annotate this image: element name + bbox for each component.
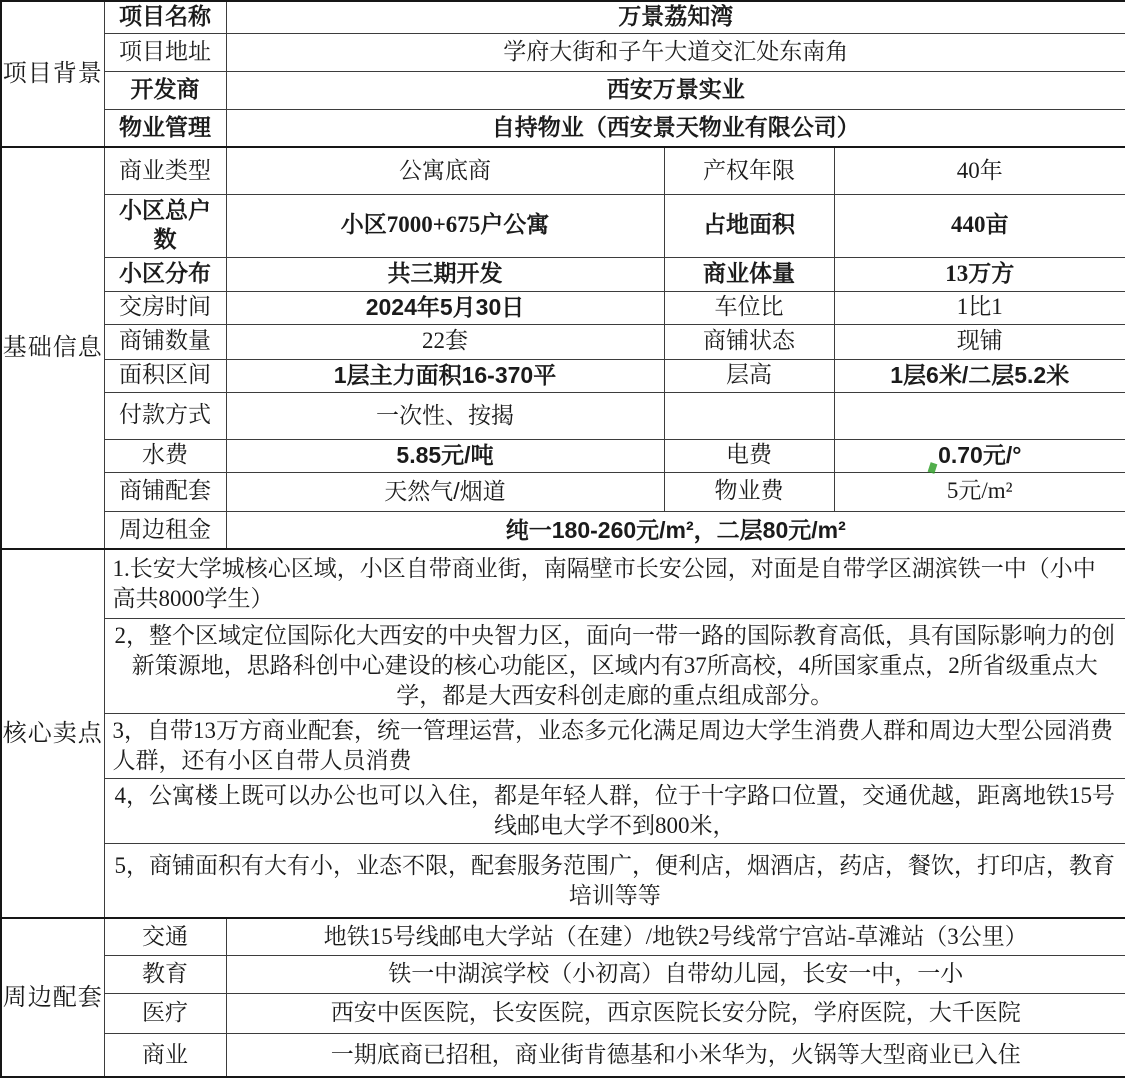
field-label: 交通 — [104, 918, 226, 955]
field-value: 1层主力面积16-370平 — [226, 359, 664, 392]
empty-cell — [664, 392, 834, 439]
field-label: 占地面积 — [664, 194, 834, 257]
section-label-basic-info: 基础信息 — [1, 147, 104, 549]
field-label: 商业体量 — [664, 257, 834, 291]
field-label: 层高 — [664, 359, 834, 392]
field-value: 0.70元/° — [834, 439, 1125, 472]
field-value: 5.85元/吨 — [226, 439, 664, 472]
field-label: 小区总户数 — [104, 194, 226, 257]
field-label: 产权年限 — [664, 147, 834, 194]
field-value: 现铺 — [834, 324, 1125, 359]
field-value: 5元/m² — [834, 472, 1125, 511]
table-row — [1, 472, 1125, 511]
table-row — [1, 713, 1125, 778]
table-row — [1, 918, 1125, 955]
section-label-selling-points: 核心卖点 — [1, 549, 104, 918]
table-row — [1, 1033, 1125, 1077]
field-label: 医疗 — [104, 993, 226, 1033]
field-value: 小区7000+675户公寓 — [226, 194, 664, 257]
field-label: 商铺状态 — [664, 324, 834, 359]
field-value: 铁一中湖滨学校（小初高）自带幼儿园，长安一中，一小 — [226, 955, 1125, 993]
table-row — [1, 618, 1125, 713]
field-label: 交房时间 — [104, 291, 226, 324]
field-value: 40年 — [834, 147, 1125, 194]
selling-point-3: 3，自带13万方商业配套，统一管理运营，业态多元化满足周边大学生消费人群和周边大型公园消费人群，还有小区自带人员消费 — [104, 713, 1125, 778]
field-label: 付款方式 — [104, 392, 226, 439]
field-value: 1层6米/二层5.2米 — [834, 359, 1125, 392]
table-row — [1, 109, 1125, 147]
table-row — [1, 955, 1125, 993]
field-value: 西安万景实业 — [226, 71, 1125, 109]
table-row — [1, 147, 1125, 194]
field-value: 一次性、按揭 — [226, 392, 664, 439]
table-row — [1, 439, 1125, 472]
field-value: 西安中医医院，长安医院，西京医院长安分院，学府医院，大千医院 — [226, 993, 1125, 1033]
field-value: 地铁15号线邮电大学站（在建）/地铁2号线常宁宫站-草滩站（3公里） — [226, 918, 1125, 955]
field-label: 电费 — [664, 439, 834, 472]
selling-point-1: 1.长安大学城核心区域，小区自带商业街，南隔壁市长安公园，对面是自带学区湖滨铁一中（小中高共8000学生） — [104, 549, 1125, 618]
field-label: 商铺数量 — [104, 324, 226, 359]
table-row — [1, 1, 1125, 33]
empty-cell — [834, 392, 1125, 439]
field-label: 小区分布 — [104, 257, 226, 291]
section-label-project-background: 项目背景 — [1, 1, 104, 147]
field-label: 车位比 — [664, 291, 834, 324]
selling-point-4: 4，公寓楼上既可以办公也可以入住，都是年轻人群，位于十字路口位置，交通优越，距离地铁15号线邮电大学不到800米， — [104, 778, 1125, 843]
field-value: 13万方 — [834, 257, 1125, 291]
field-value: 纯一180-260元/m²，二层80元/m² — [226, 511, 1125, 549]
field-value: 万景荔知湾 — [226, 1, 1125, 33]
table-row — [1, 291, 1125, 324]
table-row — [1, 194, 1125, 257]
field-label: 教育 — [104, 955, 226, 993]
field-label: 物业管理 — [104, 109, 226, 147]
table-row — [1, 392, 1125, 439]
field-label: 项目名称 — [104, 1, 226, 33]
field-value: 22套 — [226, 324, 664, 359]
table-row — [1, 359, 1125, 392]
field-label: 项目地址 — [104, 33, 226, 71]
table-row — [1, 778, 1125, 843]
table-row — [1, 843, 1125, 918]
table-row — [1, 511, 1125, 549]
field-value: 天然气/烟道 — [226, 472, 664, 511]
table-row — [1, 324, 1125, 359]
field-label: 开发商 — [104, 71, 226, 109]
table-row — [1, 33, 1125, 71]
field-label: 商铺配套 — [104, 472, 226, 511]
field-label: 水费 — [104, 439, 226, 472]
field-label: 商业 — [104, 1033, 226, 1077]
selling-point-2: 2，整个区域定位国际化大西安的中央智力区，面向一带一路的国际教育高低，具有国际影响力的创新策源地，思路科创中心建设的核心功能区，区域内有37所高校，4所国家重点，2所省级重点大学，都是大西安科创走廊的重点组成部分。 — [104, 618, 1125, 713]
section-label-surroundings: 周边配套 — [1, 918, 104, 1077]
table-row — [1, 993, 1125, 1033]
field-value: 学府大街和子午大道交汇处东南角 — [226, 33, 1125, 71]
field-value: 440亩 — [834, 194, 1125, 257]
field-value: 公寓底商 — [226, 147, 664, 194]
field-value: 1比1 — [834, 291, 1125, 324]
table-row — [1, 71, 1125, 109]
field-value: 2024年5月30日 — [226, 291, 664, 324]
selling-point-5: 5，商铺面积有大有小，业态不限，配套服务范围广，便利店，烟酒店，药店，餐饮，打印店，教育培训等等 — [104, 843, 1125, 918]
field-label: 周边租金 — [104, 511, 226, 549]
field-value: 自持物业（西安景天物业有限公司） — [226, 109, 1125, 147]
field-value: 一期底商已招租，商业街肯德基和小米华为，火锅等大型商业已入住 — [226, 1033, 1125, 1077]
field-label: 面积区间 — [104, 359, 226, 392]
table-row — [1, 257, 1125, 291]
field-label: 商业类型 — [104, 147, 226, 194]
table-row — [1, 549, 1125, 618]
field-label: 物业费 — [664, 472, 834, 511]
field-value: 共三期开发 — [226, 257, 664, 291]
